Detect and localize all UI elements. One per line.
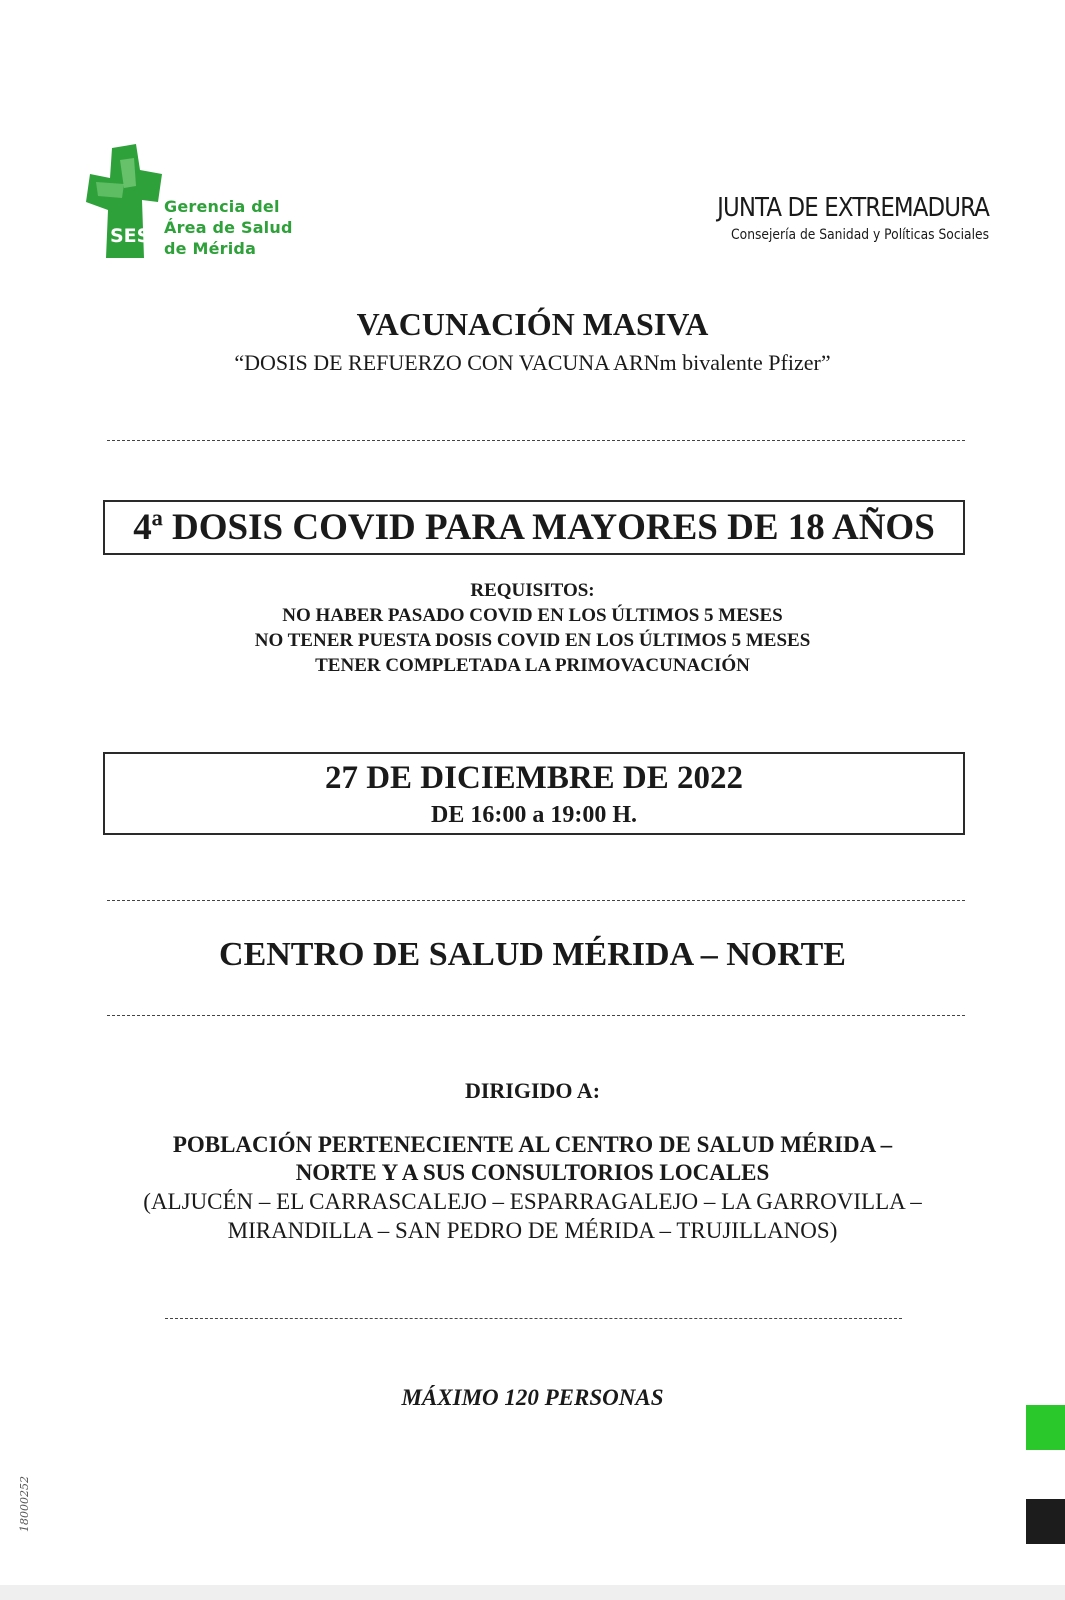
page-bottom-shade	[0, 1585, 1065, 1600]
audience-line: NORTE Y A SUS CONSULTORIOS LOCALES	[295, 1160, 770, 1185]
divider-4	[165, 1318, 902, 1319]
ses-line-1: Gerencia del	[164, 197, 280, 216]
location-heading: CENTRO DE SALUD MÉRIDA – NORTE	[219, 936, 846, 973]
ses-logo	[84, 140, 324, 265]
ses-line-3: de Mérida	[164, 239, 257, 258]
requirement-item: NO HABER PASADO COVID EN LOS ÚLTIMOS 5 MESES	[282, 605, 783, 626]
requirement-item: NO TENER PUESTA DOSIS COVID EN LOS ÚLTIMOS 5 MESES	[254, 630, 811, 651]
capacity-note: MÁXIMO 120 PERSONAS	[401, 1385, 664, 1410]
event-time: DE 16:00 a 19:00 H.	[431, 802, 637, 828]
junta-subtitle: Consejería de Sanidad y Políticas Sociales	[731, 227, 989, 243]
date-box	[103, 752, 965, 835]
event-date: 27 DE DICIEMBRE DE 2022	[324, 760, 744, 796]
divider-1	[107, 440, 965, 441]
side-reference-code: 18000252	[18, 1476, 31, 1532]
audience-towns-line: MIRANDILLA – SAN PEDRO DE MÉRIDA – TRUJILLANOS)	[227, 1218, 838, 1243]
audience-towns-line: (ALJUCÉN – EL CARRASCALEJO – ESPARRAGALEJO – LA GARROVILLA –	[143, 1189, 922, 1214]
ses-abbreviation: SES	[110, 225, 151, 247]
junta-logo	[680, 193, 989, 243]
black-marker	[1026, 1499, 1065, 1544]
audience-label: DIRIGIDO A:	[464, 1078, 601, 1103]
green-marker	[1026, 1405, 1065, 1450]
divider-3	[107, 1015, 965, 1016]
dose-heading: 4ª DOSIS COVID PARA MAYORES DE 18 AÑOS	[133, 507, 935, 548]
main-subtitle: “DOSIS DE REFUERZO CON VACUNA ARNm bivalente Pfizer”	[234, 350, 831, 375]
dose-box	[103, 500, 965, 555]
audience-line: POBLACIÓN PERTENECIENTE AL CENTRO DE SALUD MÉRIDA –	[172, 1132, 893, 1157]
ses-line-2: Área de Salud	[164, 218, 293, 237]
main-title: VACUNACIÓN MASIVA	[356, 306, 709, 342]
divider-2	[107, 900, 965, 901]
requirements-label: REQUISITOS:	[470, 580, 595, 601]
junta-title: JUNTA DE EXTREMADURA	[717, 193, 989, 223]
requirement-item: TENER COMPLETADA LA PRIMOVACUNACIÓN	[315, 655, 750, 676]
ses-name	[164, 196, 293, 259]
